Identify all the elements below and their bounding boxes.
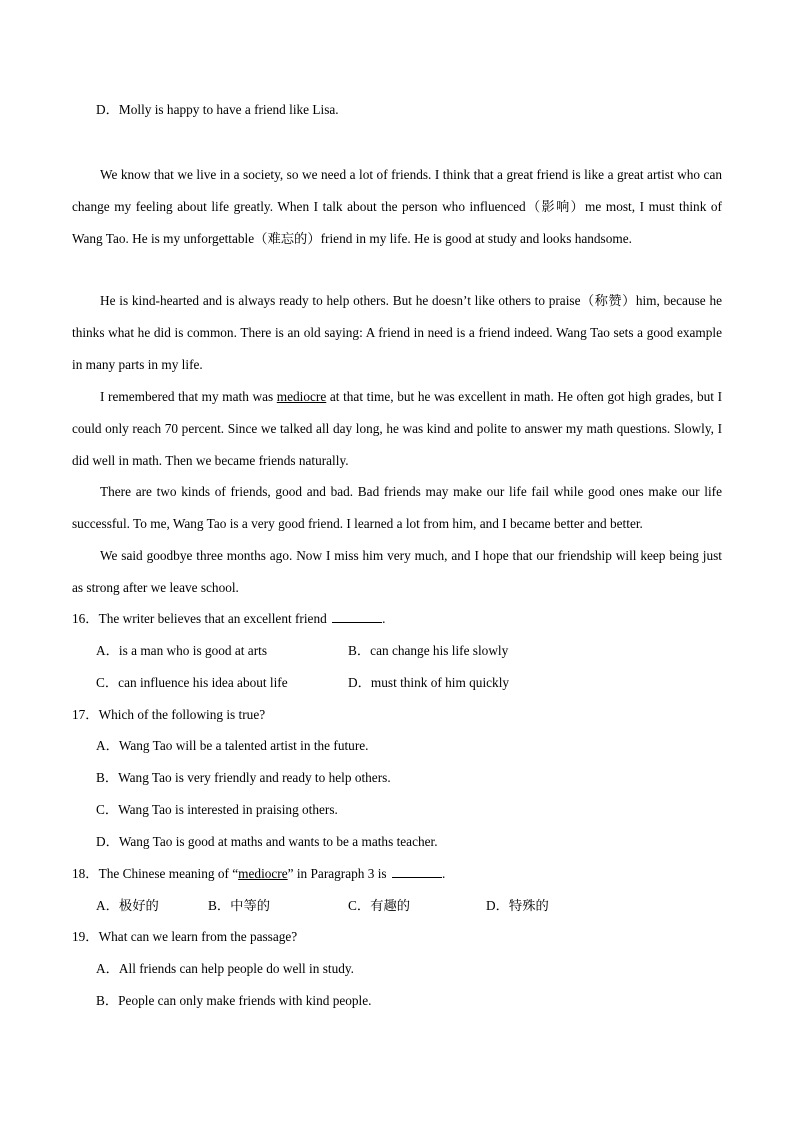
question-17-option-c: C．Wang Tao is interested in praising others.	[96, 802, 338, 817]
question-17-option-a: A．Wang Tao will be a talented artist in the future.	[96, 738, 369, 753]
answer-blank	[392, 865, 442, 878]
question-18-option-a: A．极好的	[96, 898, 159, 913]
passage-paragraph-2: He is kind-hearted and is always ready to help others. But he doesn’t like others to praise（称赞）him, because he thinks what he did is common. There is an old saying: A friend in need is a friend indeed. Wang Tao sets a good example in many parts in my life.	[72, 293, 722, 372]
paragraph-3-text-before: I remembered that my math was	[100, 389, 277, 404]
passage-paragraph-3	[72, 381, 722, 477]
question-16-option-a: A．is a man who is good at arts	[96, 643, 267, 658]
question-16-option-b: B．can change his life slowly	[348, 643, 509, 658]
question-16-stem	[72, 609, 722, 629]
question-16-option-d: D．must think of him quickly	[348, 675, 510, 690]
previous-question-option-d: D．Molly is happy to have a friend like Lisa.	[96, 102, 339, 117]
question-19-option-a: A．All friends can help people do well in study.	[96, 961, 355, 976]
answer-blank	[332, 610, 382, 623]
question-18-option-b: B．中等的	[208, 898, 271, 913]
underlined-word-mediocre: mediocre	[276, 389, 327, 404]
passage-paragraph-5: We said goodbye three months ago. Now I miss him very much, and I hope that our friendship will keep being just as strong after we leave school.	[72, 548, 722, 595]
question-18-end: .	[441, 866, 446, 881]
question-18-stem	[72, 864, 722, 884]
question-16-option-c: C．can influence his idea about life	[96, 675, 288, 690]
passage-paragraph-4: There are two kinds of friends, good and bad. Bad friends may make our life fail while good ones make our life successful. To me, Wang Tao is a very good friend. I learned a lot from him, and I became better and better.	[72, 484, 722, 531]
underlined-word-mediocre: mediocre	[238, 866, 288, 881]
question-18-text-before: 18．The Chinese meaning of “	[72, 866, 239, 881]
question-17-option-b: B．Wang Tao is very friendly and ready to help others.	[96, 770, 391, 785]
question-19-option-b: B．People can only make friends with kind people.	[96, 993, 372, 1008]
question-16-end: .	[382, 611, 386, 626]
question-17-option-d: D．Wang Tao is good at maths and wants to be a maths teacher.	[96, 834, 438, 849]
question-18-text-after: ” in Paragraph 3 is	[287, 866, 387, 881]
question-19-stem: 19．What can we learn from the passage?	[72, 929, 298, 944]
question-17-stem: 17．Which of the following is true?	[72, 707, 266, 722]
paragraph-3-text-after: at that time, but he was excellent in math. He often got high grades, but I could only reach 70 percent. Since we talked all day long, he was kind and polite to answer my math questions. Slowly, I did well in math. Then we became friends naturally.	[72, 389, 722, 468]
passage-paragraph-1: We know that we live in a society, so we need a lot of friends. I think that a great friend is like a great artist who can change my feeling about life greatly. When I talk about the person who influenced（影响）me most, I must think of Wang Tao. He is my unforgettable（难忘的）friend in my life. He is good at study and looks handsome.	[72, 167, 722, 246]
question-18-option-c: C．有趣的	[348, 898, 411, 913]
question-18-option-d: D．特殊的	[486, 898, 549, 913]
question-16-text: 16．The writer believes that an excellent friend	[72, 611, 327, 626]
